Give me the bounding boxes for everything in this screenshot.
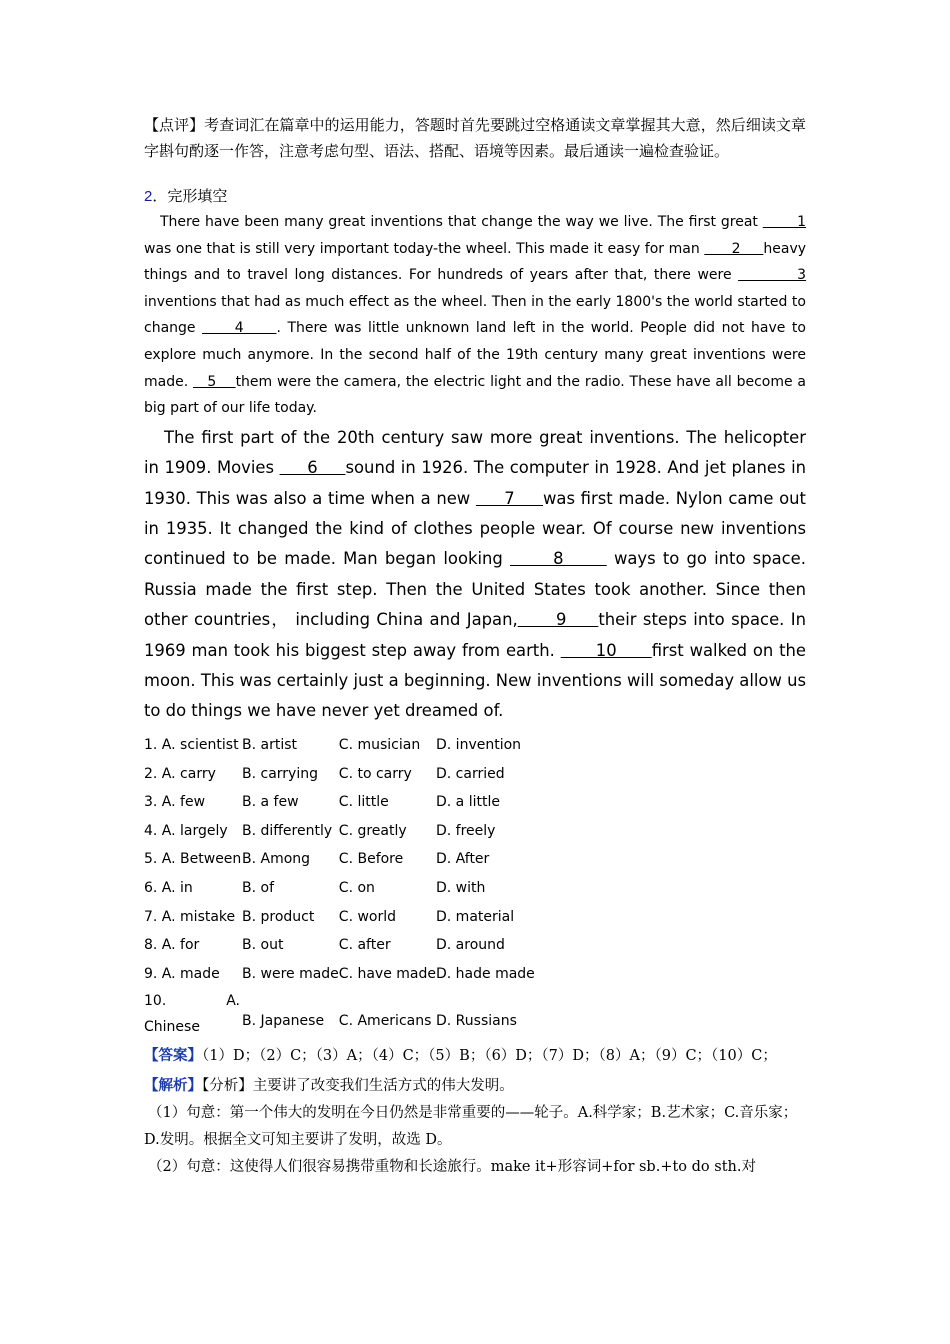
option-6-a: 6. A. in [144,880,193,897]
option-2-b: B. carrying [242,765,318,782]
option-10-b: B. Japanese [242,1013,325,1030]
answer-blank: 4 [202,320,277,337]
option-6-d: D. with [436,880,486,897]
option-row [144,788,556,817]
passage-text: inventions that had as much effect as the wheel. Then in the early 1800's the world started to change [144,293,806,337]
option-1-d: D. invention [436,737,522,754]
passage-text: The first part of the 20th century saw more great inventions. The helicopter in 1909. Movies [144,427,806,478]
option-3-d: D. a little [436,794,500,811]
option-2-c: C. to carry [338,765,412,782]
analysis-block [144,1072,806,1181]
option-row [144,845,556,874]
option-row [144,817,556,846]
option-8-d: D. around [436,937,505,954]
passage-text: ways to go into space. Russia made the first step. Then the United States took another. Since then other countries， including China and Japan, [144,549,806,630]
answer-tag: 【答案】 [144,1047,202,1065]
passage-text: heavy things and to travel long distances. For hundreds of years after that, there were [144,240,807,284]
option-row [144,960,556,989]
passage-paragraph-2 [144,423,806,727]
option-2-d: D. carried [436,765,505,782]
option-10-a-letter: A. [226,993,240,1010]
answer-blank: 10 [560,640,652,660]
answer-blank: 6 [279,458,346,478]
answer-blank: 3 [738,267,806,284]
option-4-a: 4. A. largely [144,822,228,839]
option-7-c: C. world [338,908,397,925]
option-row [144,902,556,931]
passage-text: There have been many great inventions that change the way we live. The first great [160,214,763,230]
option-5-c: C. Before [338,851,404,868]
answer-blank: 2 [704,240,764,257]
analysis-q2: （2）句意：这使得人们很容易携带重物和长途旅行。make it+形容词+for sb.+to do sth.对 [148,1159,756,1176]
option-9-c: C. have made [338,965,436,982]
answer-block [144,1042,806,1070]
option-10-d: D. Russians [436,1013,517,1030]
option-4-d: D. freely [436,822,496,839]
option-7-a: 7. A. mistake [144,908,236,925]
option-4-c: C. greatly [338,822,407,839]
option-2-a: 2. A. carry [144,765,216,782]
analysis-tag: 【解析】 [144,1077,202,1095]
answer-blank: 7 [475,488,544,508]
passage-text: sound in 1926. The computer in 1928. And jet planes in 1930. This was also a time when a new [144,458,807,508]
passage-text: . There was little unknown land left in the world. People did not have to explore much anymore. In the second half of the 19th century many great inventions were made. [144,320,806,390]
option-5-d: D. After [436,851,490,868]
option-8-c: C. after [338,937,391,954]
option-1-a: 1. A. scientist [144,737,239,754]
option-row [144,931,556,960]
answer-blank: 1 [762,214,806,230]
option-row [144,988,556,1040]
option-7-b: B. product [242,908,315,925]
options-table [144,731,556,1040]
option-3-a: 3. A. few [144,794,206,811]
answer-blank: 8 [510,549,607,569]
answer-blank: 9 [517,610,599,630]
section-heading [144,184,806,209]
option-4-b: B. differently [242,822,333,839]
option-5-b: B. Among [242,851,311,868]
passage-text: was one that is still very important today-the wheel. This made it easy for man [144,240,705,257]
answer-text: （1）D；（2）C；（3）A；（4）C；（5）B；（6）D；（7）D；（8）A；（9）C；（10）C； [202,1048,777,1065]
option-10-a [144,988,242,1040]
passage-text: their steps into space. In 1969 man took his biggest step away from earth. [144,610,806,660]
option-6-c: C. on [338,880,375,897]
passage-text: them were the camera, the electric light and the radio. These have all become a big part of our life today. [144,373,807,417]
option-6-b: B. of [242,880,274,897]
option-9-b: B. were made [242,965,339,982]
passage-text: was first made. Nylon came out in 1935. It changed the kind of clothes people wear. Of course new inventions continued to be made. Man began looking [144,488,806,569]
passage-paragraph-1 [144,209,806,422]
option-1-c: C. musician [338,737,421,754]
option-10-number: 10. [144,993,167,1010]
comment-paragraph: 【点评】考查词汇在篇章中的运用能力，答题时首先要跳过空格通读文章掌握其大意，然后细读文章字斟句酌逐一作答，注意考虑句型、语法、搭配、语境等因素。最后通读一遍检查验证。 [144,116,806,160]
option-row [144,731,556,760]
option-5-a: 5. A. Between [144,851,242,868]
option-row [144,759,556,788]
passage-text: first walked on the moon. This was certainly just a beginning. New inventions will someday allow us to do things we have never yet dreamed of. [144,640,807,721]
section-separator: ． [152,187,168,205]
answer-blank: 5 [192,373,236,390]
option-1-b: B. artist [242,737,298,754]
option-10-c: C. Americans [338,1013,432,1030]
option-9-a: 9. A. made [144,965,220,982]
section-number: 2 [144,188,153,205]
analysis-q1: （1）句意：第一个伟大的发明在今日仍然是非常重要的——轮子。A.科学家；B.艺术家；C.音乐家；D.发明。根据全文可知主要讲了发明，故选 D。 [144,1105,798,1149]
option-8-b: B. out [242,937,284,954]
option-3-b: B. a few [242,794,299,811]
option-8-a: 8. A. for [144,937,200,954]
section-title: 完形填空 [167,187,228,205]
option-row [144,874,556,903]
document-page [144,113,806,1181]
analysis-intro: 【分析】主要讲了改变我们生活方式的伟大发明。 [202,1078,514,1095]
option-10-a-word: Chinese [144,1019,200,1036]
option-9-d: D. hade made [436,965,535,982]
option-7-d: D. material [436,908,515,925]
option-3-c: C. little [338,794,389,811]
